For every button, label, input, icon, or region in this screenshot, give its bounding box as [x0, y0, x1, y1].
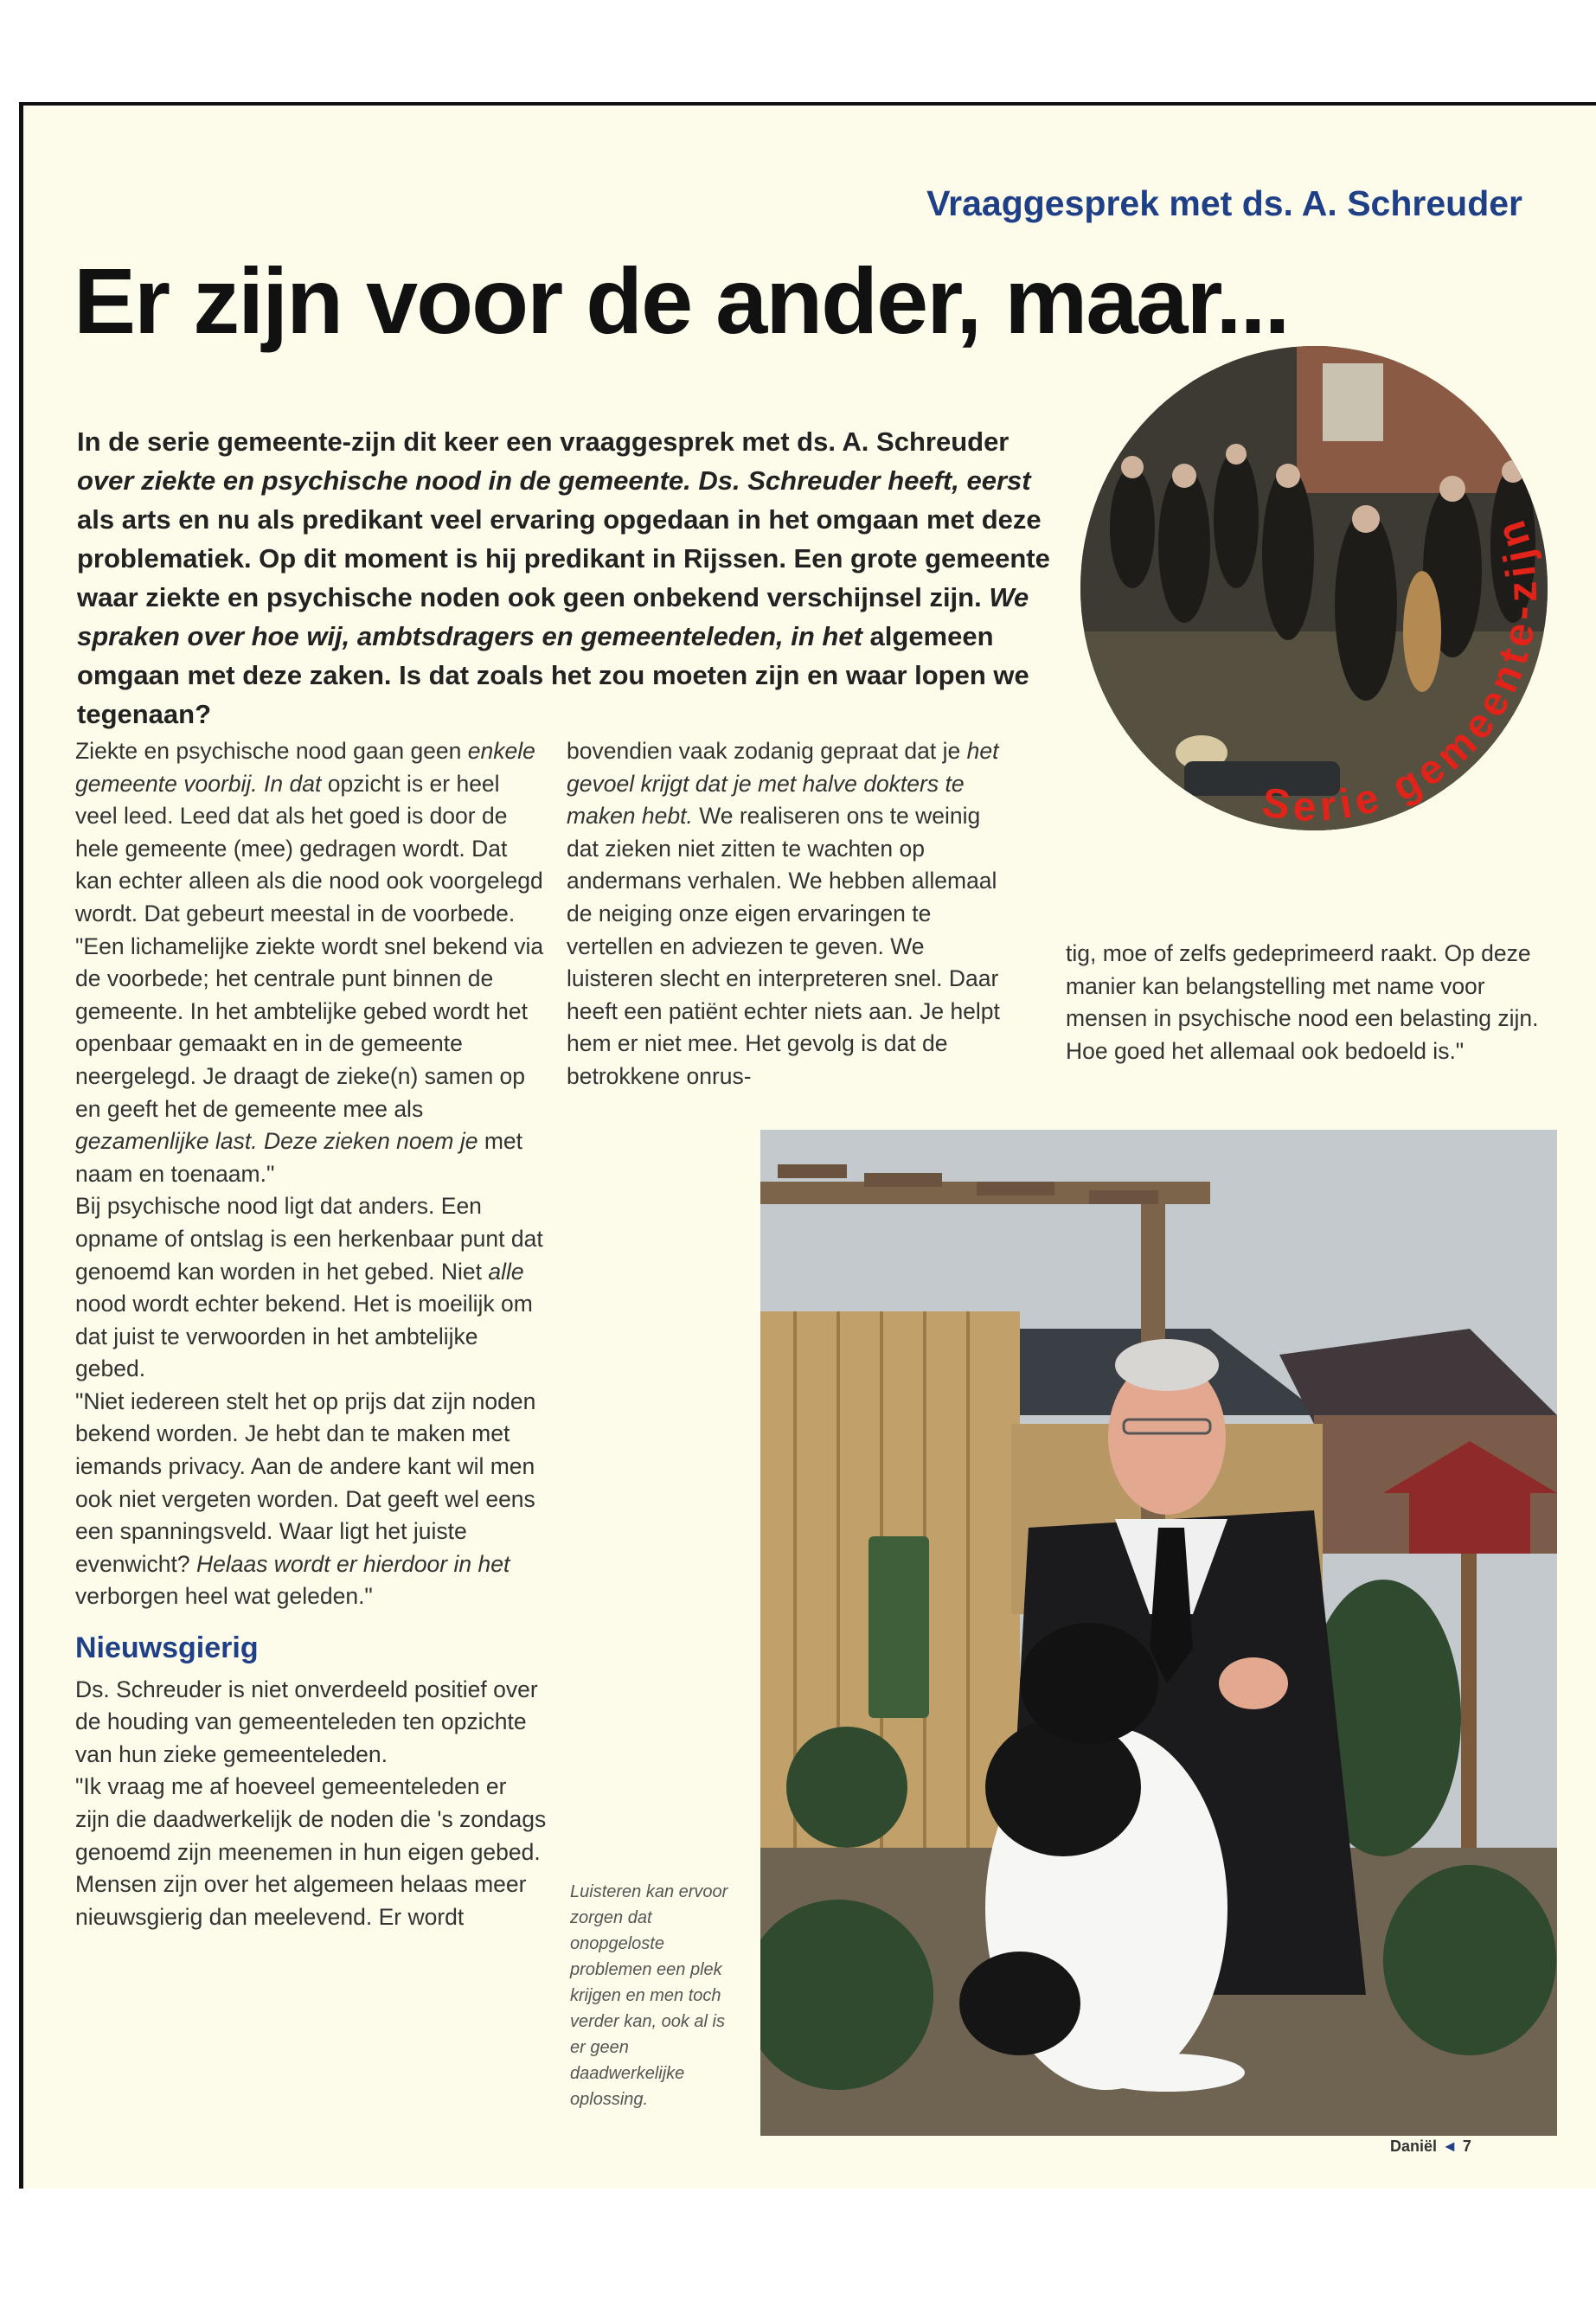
- arrow-icon: ◄: [1442, 2138, 1458, 2155]
- intro-text-italic: We spraken over hoe wij, ambtsdragers en gemeenteleden, in het: [77, 582, 1029, 651]
- paragraph: Ziekte en psychische nood gaan geen enkele gemeente voorbij. In dat opzicht is er heel veel leed. Leed dat als het goed is door de hele gemeente (mee) gedragen wordt. Dat kan echter alleen als die nood ook voorgelegd wordt. Dat gebeurt meestal in de voorbede.: [75, 738, 543, 926]
- paragraph: Bij psychische nood ligt dat anders. Een opname of ontslag is een herkenbaar punt dat genoemd kan worden in het gebed. Niet alle nood wordt echter bekend. Het is moeilijk om dat juist te verwoorden in het ambtelijke gebed.: [75, 1193, 543, 1382]
- article-intro: [77, 422, 1072, 734]
- column-2: [567, 735, 1016, 1093]
- page-footer: [1390, 2138, 1471, 2156]
- section-subheading: Nieuwsgierig: [75, 1631, 259, 1665]
- photo-caption: Luisteren kan ervoor zorgen dat onopgeloste problemen een plek krijgen en men toch verder kan, ook al is er geen daadwerkelijke oplossing.: [570, 1882, 728, 2109]
- paragraph: "Niet iedereen stelt het op prijs dat zijn noden bekend worden. Je hebt dan te maken met iemands privacy. Aan de andere kant wil men ook niet vergeten worden. Dat geeft wel eens een spanningsveld. Waar ligt het juiste evenwicht? Helaas wordt er hierdoor in het verborgen heel wat geleden.": [75, 1388, 536, 1610]
- magazine-name: Daniël: [1390, 2138, 1438, 2155]
- intro-text-italic: over ziekte en psychische nood in de gemeente. Ds. Schreuder heeft, eerst: [77, 465, 1031, 496]
- column-3: [1066, 938, 1550, 1067]
- paragraph: tig, moe of zelfs gedeprimeerd raakt. Op deze manier kan belangstelling met name voor mensen in psychische nood een belasting zijn. Hoe goed het allemaal ook bedoeld is.": [1066, 940, 1539, 1064]
- article-kicker: Vraaggesprek met ds. A. Schreuder: [926, 183, 1522, 223]
- intro-text: algemeen omgaan met deze zaken. Is dat zoals het zou moeten zijn en waar lopen we tegenaan?: [77, 621, 1029, 729]
- paragraph: Ds. Schreuder is niet onverdeeld positief over de houding van gemeenteleden ten opzichte van hun zieke gemeenteleden.: [75, 1676, 538, 1767]
- page-number: 7: [1462, 2138, 1471, 2155]
- series-badge-text: Serie gemeente-zijn: [1259, 510, 1547, 831]
- intro-text: als arts en nu als predikant veel ervaring opgedaan in het omgaan met deze problematiek. Op dit moment is hij predikant in Rijssen. Een grote gemeente waar ziekte en psychische noden ook geen onbekend verschijnsel zijn.: [77, 504, 1050, 612]
- article-headline: Er zijn voor de ander, maar...: [74, 248, 1289, 353]
- svg-text:Serie gemeente-zijn: [1259, 510, 1546, 830]
- series-badge: [1252, 469, 1596, 919]
- paragraph: "Een lichamelijke ziekte wordt snel bekend via de voorbede; het centrale punt binnen de gemeente. In het ambtelijke gebed wordt het openbaar gemaakt en in de gemeente neergelegd. Je draagt de zieke(n) samen op en geeft het de gemeente mee als gezamenlijke last. Deze zieken noem je met naam en toenaam.": [75, 933, 544, 1187]
- column-1: [75, 735, 547, 1933]
- paragraph: bovendien vaak zodanig gepraat dat je het gevoel krijgt dat je met halve dokters te maken hebt. We realiseren ons te weinig dat zieken niet zitten te wachten op andermans verhalen. We hebben allemaal de neiging onze eigen ervaringen te vertellen en adviezen te geven. We luisteren slecht en interpreteren snel. Daar heeft een patiënt echter niets aan. Je helpt hem er niet mee. Het gevolg is dat de betrokkene onrus-: [567, 738, 1000, 1089]
- paragraph: "Ik vraag me af hoeveel gemeenteleden er zijn die daadwerkelijk de noden die 's zondags genoemd zijn meenemen in hun eigen gebed. Mensen zijn over het algemeen helaas meer nieuwsgierig dan meelevend. Er wordt: [75, 1773, 547, 1930]
- magazine-page: [19, 102, 1596, 2189]
- pastor-with-dog-photo: [760, 1130, 1557, 2136]
- intro-text: In de serie gemeente-zijn dit keer een vraaggesprek met ds. A. Schreuder: [77, 426, 1010, 457]
